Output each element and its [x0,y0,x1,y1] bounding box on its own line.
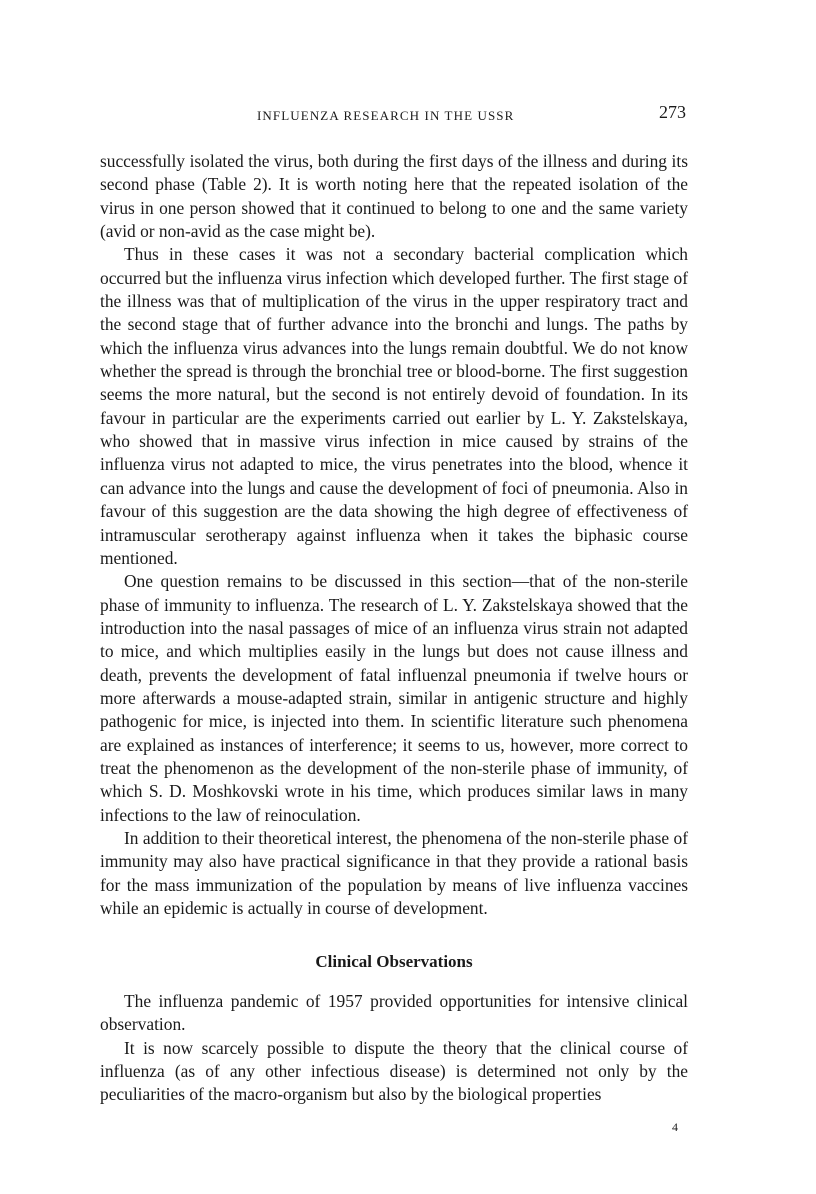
paragraph-pandemic-1957: The influenza pandemic of 1957 provided opportunities for intensive clinical observation. [100,991,688,1035]
signature-mark: 4 [672,1120,678,1134]
paragraph-clinical-course: It is now scarcely possible to dispute the theory that the clinical course of influenza (as of any other infectious disease) is determined not only by the peculiarities of the macro-organism but also by the biological properties [100,1037,688,1105]
page-header [100,102,688,130]
paragraph-practical-significance: In addition to their theoretical interest, the phenomena of the non-sterile phase of immunity may also have practical significance in that they provide a rational basis for the mass immunization of the population by means of live influenza vaccines while an epidemic is actually in course of development. [100,827,688,918]
section-text [100,990,688,1107]
paragraph-biphasic-course: Thus in these cases it was not a secondary bacterial complication which occurred but the influenza virus infection which developed further. The first stage of the illness was that of multiplication of the virus in the upper respiratory tract and the second stage that of further advance into the bronchi and lungs. The paths by which the influenza virus advances into the lungs remain doubtful. We do not know whether the spread is through the bronchial tree or blood-borne. The first suggestion seems the more natural, but the second is not entirely devoid of foundation. In its favour in particular are the experiments carried out earlier by L. Y. Zakstelskaya, who showed that in massive virus infection in mice caused by strains of the influenza virus not adapted to mice, the virus penetrates into the blood, whence it can advance into the lungs and cause the development of foci of pneumonia. Also in favour of this suggestion are the data showing the high degree of effectiveness of intramuscular serotherapy against influenza when it takes the biphasic course mentioned. [100,244,688,568]
paragraph-continued: successfully isolated the virus, both during the first days of the illness and during its second phase (Table 2). It is worth noting here that the repeated isolation of the virus in one person showed that it continued to belong to one and the same variety (avid or non-avid as the case might be). [100,151,688,242]
section-heading-clinical-observations: Clinical Observations [315,952,473,971]
main-text [100,150,688,920]
page-number: 273 [659,102,686,122]
paragraph-non-sterile-immunity: One question remains to be discussed in this section—that of the non-sterile phase of immunity to influenza. The research of L. Y. Zakstelskaya showed that the introduction into the nasal passages of mice of an influenza virus strain not adapted to mice, and which multiplies easily in the lungs but does not cause illness and death, prevents the development of fatal influenzal pneumonia if twelve hours or more afterwards a mouse-adapted strain, similar in antigenic structure and highly pathogenic for mice, is injected into them. In scientific literature such phenomena are explained as instances of interference; it seems to us, however, more correct to treat the phenomenon as the development of the non-sterile phase of immunity, of which S. D. Moshkovski wrote in his time, which produces similar laws in many infections to the law of reinoculation. [100,571,688,825]
running-title: INFLUENZA RESEARCH IN THE USSR [257,108,515,123]
